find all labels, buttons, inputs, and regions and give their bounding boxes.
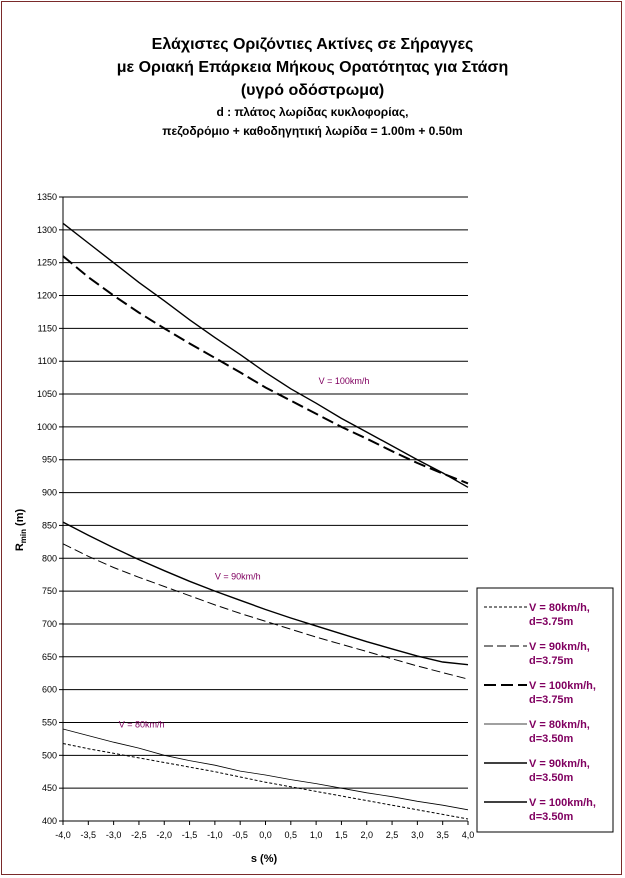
y-tick-label: 650 [41, 651, 57, 662]
y-tick-label: 800 [41, 553, 57, 564]
chart-subtitle-line-1: d : πλάτος λωρίδας κυκλοφορίας, [216, 105, 409, 119]
axes [59, 197, 468, 825]
series-line-5 [63, 522, 468, 665]
y-tick-label: 1350 [36, 192, 57, 202]
legend-entry-line: V = 90km/h, [529, 758, 590, 770]
annotation-label: V = 100km/h [318, 376, 370, 387]
y-tick-label: 950 [41, 454, 57, 465]
y-tick-label: 750 [41, 586, 57, 597]
y-tick-label: 1250 [36, 257, 57, 268]
legend-entry-line: V = 80km/h, [529, 602, 590, 614]
chart-title-line-3: (υγρό οδόστρωμα) [240, 82, 385, 99]
y-tick-label: 700 [41, 618, 57, 629]
x-tick-label: 1,5 [335, 830, 348, 840]
x-tick-label: -4,0 [55, 830, 71, 840]
y-tick-label: 600 [41, 684, 57, 695]
y-axis-label-sub: min [19, 528, 28, 544]
x-tick-label: 1,0 [309, 830, 323, 840]
y-tick-label: 1200 [36, 290, 57, 301]
legend-entry-line: d=3.75m [529, 694, 574, 706]
x-tick-label: 0,5 [284, 830, 298, 840]
y-axis-label-unit: (m) [14, 508, 26, 529]
chart-title-line-2: με Οριακή Επάρκεια Μήκους Ορατότητας για Στάση [116, 59, 509, 76]
x-tick-label: -3,5 [80, 830, 97, 840]
y-tick-label: 900 [41, 487, 57, 498]
legend-entry-line: d=3.50m [529, 811, 574, 823]
y-axis-label-main: R [14, 543, 26, 552]
x-tick-label: 0,0 [259, 830, 272, 840]
legend-entry-line: V = 80km/h, [529, 719, 590, 731]
x-axis-label: s (%) [250, 853, 278, 865]
y-tick-labels [37, 192, 57, 826]
legend [477, 588, 613, 832]
x-tick-label: -2,0 [156, 830, 173, 840]
y-tick-label: 1300 [36, 224, 57, 235]
annotation-label: V = 80km/h [118, 719, 165, 730]
chart-title-line-1: Ελάχιστες Οριζόντιες Ακτίνες σε Σήραγγες [151, 36, 474, 53]
legend-entry-line: V = 90km/h, [529, 641, 590, 653]
x-tick-labels [55, 830, 474, 840]
y-tick-label: 400 [41, 816, 57, 826]
x-tick-label: -0,5 [232, 830, 248, 840]
legend-entry-line: V = 100km/h, [529, 797, 596, 809]
y-tick-label: 500 [41, 750, 57, 761]
x-tick-label: 3,0 [411, 830, 424, 840]
x-tick-label: -1,0 [207, 830, 223, 840]
x-tick-label: 2,5 [385, 830, 399, 840]
legend-entry-line: d=3.75m [529, 655, 574, 667]
x-tick-label: -1,5 [181, 830, 198, 840]
x-tick-label: 2,0 [360, 830, 374, 840]
x-tick-label: -2,5 [131, 830, 147, 840]
y-tick-label: 450 [41, 783, 57, 794]
legend-entry-line: d=3.50m [529, 772, 574, 784]
y-tick-label: 1150 [37, 323, 57, 334]
legend-entry-line: d=3.75m [529, 616, 574, 628]
y-tick-label: 1050 [36, 389, 57, 400]
series-line-3 [63, 256, 468, 483]
x-tick-label: -3,0 [105, 830, 122, 840]
legend-entry-line: V = 100km/h, [529, 680, 596, 692]
annotations [119, 376, 370, 730]
x-tick-label: 3,5 [436, 830, 449, 840]
annotation-label: V = 90km/h [214, 571, 261, 582]
series-line-2 [63, 544, 468, 679]
y-tick-label: 850 [41, 520, 57, 531]
y-axis-label [14, 508, 28, 551]
y-tick-label: 550 [41, 717, 57, 728]
chart-subtitle-line-2: πεζοδρόμιο + καθοδηγητική λωρίδα = 1.00m + 0.50m [162, 124, 463, 138]
y-tick-label: 1100 [37, 356, 57, 367]
y-tick-label: 1000 [36, 421, 57, 432]
x-tick-label: 4,0 [461, 830, 475, 840]
series-line-4 [63, 729, 468, 810]
legend-entry-line: d=3.50m [529, 733, 574, 745]
